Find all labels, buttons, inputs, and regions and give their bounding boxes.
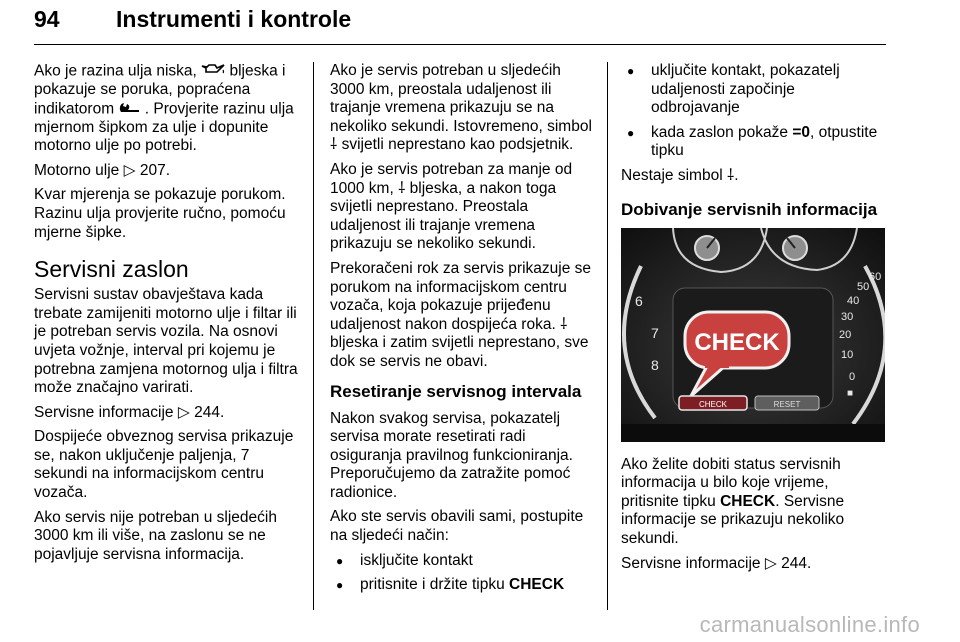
text: . Provjerite razinu ulja mjernom šipkom za ulje i dopunite motorno ulje po potrebi. — [34, 99, 294, 155]
paragraph: Servisni sustav obavještava kada trebate zamijeniti motorno ulje i filtar ili je potreban servis vozila. Na osnovi uvjeta vožnje, interval pri kojemu je potrebna zamjena motornog ulja i filtra može značajno varirati. — [34, 286, 298, 397]
zero-value: =0 — [792, 123, 811, 141]
column-divider — [607, 62, 608, 610]
text: bljeska, a nakon toga svijetli neprestano. Preostala udaljenost ili trajanje vremena prikazuju se nekoliko sekundi. — [330, 179, 557, 253]
paragraph — [330, 161, 596, 254]
service-wrench-icon: ⸸ — [560, 315, 568, 333]
column-3 — [621, 62, 887, 579]
reference-text: Servisne informacije — [34, 403, 174, 421]
watermark: carmanualsonline.info — [699, 612, 920, 637]
paragraph: Nestaje simbol ⸸. — [621, 166, 739, 184]
list-item: ● uključite kontakt, pokazatelj udaljenosti započinje odbrojavanje — [621, 62, 887, 118]
tick-label: 40 — [847, 294, 860, 307]
column-1 — [34, 62, 302, 570]
paragraph: Nakon svakog servisa, pokazatelj servisa morate resetirati radi osiguranja pravilnog funkcioniranja. Preporučujemo da zatražite pomoć radionice. — [330, 409, 573, 501]
reference-page[interactable]: 207. — [139, 161, 171, 179]
section-title: Instrumenti i kontrole — [116, 6, 352, 32]
paragraph — [621, 456, 887, 549]
check-button-label: CHECK — [698, 399, 728, 409]
page-header — [34, 4, 886, 45]
list-item — [330, 576, 596, 595]
cross-reference — [34, 162, 302, 181]
cross-reference — [34, 404, 302, 423]
check-key-label: CHECK — [509, 576, 565, 594]
text: bljeska i pokazuje se poruka, popraćena indikatorom — [34, 62, 286, 117]
list-item: ● isključite kontakt — [330, 552, 596, 571]
text: Prekoračeni rok za servis prikazuje se porukom na informacijskom centru vozača, koja pokazuje prijeđenu udaljenost nakon dospijeća roka. — [330, 259, 592, 333]
list-item — [621, 124, 887, 161]
tick-label: 7 — [651, 324, 659, 341]
text: Ako želite dobiti status servisnih informacija u bilo koje vrijeme, pritisnite tipku — [621, 455, 841, 510]
tick-label: 6 — [635, 292, 643, 309]
tick-label: 20 — [839, 328, 852, 341]
arrow-right-icon: ▷ — [177, 403, 190, 421]
paragraph: Ako ste servis obavili sami, postupite na sljedeći način: — [330, 508, 584, 545]
paragraph: Kvar mjerenja se pokazuje porukom. Razinu ulja provjerite ručno, pomoću mjerne šipke. — [34, 186, 286, 241]
tick-label: 60 — [869, 270, 882, 283]
text: , otpustite tipku — [651, 123, 878, 160]
bullet-list — [621, 62, 887, 161]
arrow-right-icon: ▷ — [123, 161, 136, 179]
reference-text: Servisne informacije — [621, 554, 761, 572]
heading-servisni-zaslon: Servisni zaslon — [34, 256, 189, 283]
heading-dobivanje: Dobivanje servisnih informacija — [621, 199, 878, 219]
service-wrench-icon: ⸸ — [398, 179, 406, 197]
instrument-cluster-image — [621, 228, 885, 442]
paragraph: Ako servis nije potreban u sljedećih 3000 km ili više, na zaslonu se ne pojavljuje servisna informacija. — [34, 508, 277, 563]
text: pritisnite i držite tipku — [360, 576, 505, 594]
oil-can-icon — [201, 62, 225, 81]
text: . Servisne informacije se prikazuju nekoliko sekundi. — [621, 492, 845, 547]
cross-reference — [621, 555, 887, 574]
tick-label: 0 — [849, 370, 856, 383]
column-2 — [330, 62, 596, 601]
heading-resetiranje: Resetiranje servisnog intervala — [330, 381, 582, 401]
paragraph — [330, 260, 596, 372]
bullet-list — [330, 552, 596, 595]
text: kada zaslon pokaže — [651, 123, 789, 141]
arrow-right-icon: ▷ — [764, 554, 777, 572]
reference-text: Motorno ulje — [34, 161, 120, 179]
text: Nestaje simbol — [621, 166, 723, 184]
text: Ako je servis potreban u sljedećih 3000 km, preostala udaljenost ili trajanje vremena prikazuju se na nekoliko sekundi. Istovremeno, simbol — [330, 62, 592, 135]
text: svijetli neprestano kao podsjetnik. — [341, 136, 574, 154]
tick-label: 30 — [841, 310, 854, 323]
tick-label: 8 — [651, 356, 659, 373]
check-key-label: CHECK — [720, 492, 776, 510]
reference-page[interactable]: 244. — [781, 554, 812, 572]
reset-button-label: RESET — [773, 399, 801, 409]
page-number: 94 — [34, 6, 60, 32]
text: Ako je servis potreban za manje od 1000 km, — [330, 160, 573, 197]
paragraph — [34, 62, 302, 156]
text: Ako je razina ulja niska, — [34, 62, 197, 80]
service-wrench-icon: ⸸ — [330, 136, 338, 154]
column-divider — [313, 62, 314, 610]
text: bljeska i zatim svijetli neprestano, sve dok se servis ne obavi. — [330, 334, 589, 370]
wrench-icon — [118, 100, 140, 119]
reference-page[interactable]: 244. — [194, 403, 225, 421]
paragraph: Dospijeće obveznog servisa prikazuje se, nakon uključenje paljenja, 7 sekundi na informacijskom centru vozača. — [34, 428, 294, 502]
tick-label: 50 — [857, 280, 870, 293]
service-wrench-icon: ⸸ — [726, 166, 735, 184]
svg-text:■: ■ — [847, 387, 854, 399]
paragraph — [330, 62, 596, 155]
check-callout-text: CHECK — [694, 328, 780, 356]
tick-label: 10 — [841, 348, 854, 361]
